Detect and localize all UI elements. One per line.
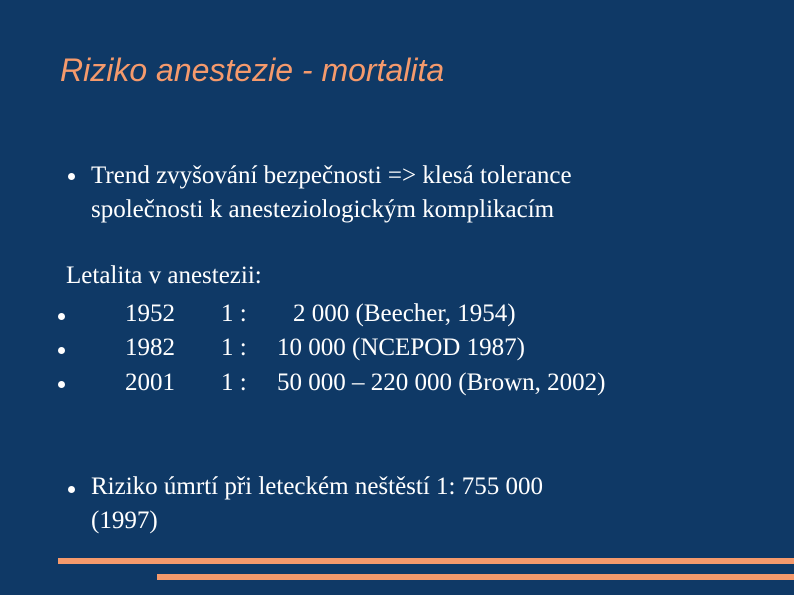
bullet-icon	[68, 486, 75, 493]
bullet-icon	[58, 313, 65, 320]
bullet-text-line: Riziko úmrtí při leteckém neštěstí 1: 755 000	[91, 473, 544, 500]
slide-title: Riziko anestezie - mortalita	[60, 52, 445, 88]
decorative-line-top	[58, 558, 794, 564]
lethality-year: 1982	[125, 334, 175, 361]
bullet-text-line: Trend zvyšování bezpečnosti => klesá tolerance	[91, 162, 572, 189]
lethality-ratio: 1 :	[221, 300, 247, 327]
lethality-ratio: 1 :	[221, 334, 247, 361]
bullet-icon	[58, 347, 65, 354]
decorative-line-bottom	[157, 574, 794, 580]
lethality-value: 10 000 (NCEPOD 1987)	[277, 334, 525, 361]
bullet-icon	[68, 173, 75, 180]
bullet-text-line: společnosti k anesteziologickým komplikacím	[91, 196, 555, 223]
lethality-value: 2 000 (Beecher, 1954)	[293, 300, 516, 327]
lethality-ratio: 1 :	[221, 369, 247, 396]
bullet-icon	[58, 381, 65, 388]
lethality-value: 50 000 – 220 000 (Brown, 2002)	[277, 369, 606, 396]
lethality-year: 2001	[125, 369, 175, 396]
lethality-year: 1952	[125, 300, 175, 327]
bullet-text-line: (1997)	[91, 507, 158, 534]
lethality-heading: Letalita v anestezii:	[66, 262, 262, 289]
